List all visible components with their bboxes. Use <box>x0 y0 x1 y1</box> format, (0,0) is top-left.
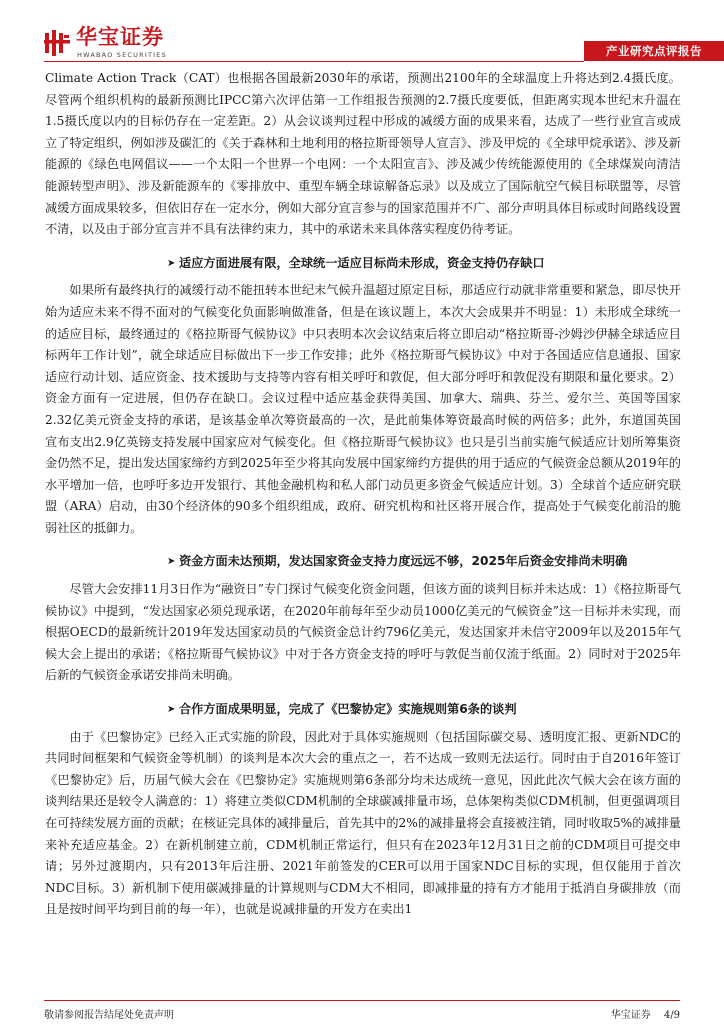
page-header <box>0 0 724 64</box>
brand-name-en: HWABAO SECURITIES <box>77 51 167 59</box>
section-heading-text: 适应方面进展有限，全球统一适应目标尚未形成，资金支持仍存缺口 <box>179 255 545 270</box>
bullet-arrow-icon: ➤ <box>167 704 176 716</box>
bullet-arrow-icon: ➤ <box>167 257 176 269</box>
paragraph-cooperation: 由于《巴黎协定》已经入正式实施的阶段，因此对于具体实施规则（包括国际碳交易、透明度汇报、更新NDC的共同时间框架和气候资金等机制）的谈判是本次大会的重点之一，若不达成一致则无法运行。同时由于自2016年签订《巴黎协定》后，历届气候大会在《巴黎协定》实施规则第6条部分均未达成统一意见，因此此次气候大会在该方面的谈判结果还是较令人满意的：1）将建立类似CDM机制的全球碳减排量市场，总体架构类似CDM机制，但更强调项目在可持续发展方面的贡献；在核证完具体的减排量后，首先其中的2%的减排量将会直接被注销，同时收取5%的减排量来补充适应基金。2）在新机制建立前，CDM机制正常运行，但只有在2023年12月31日之前的CDM项目可提交申请；另外过渡期内，只有2013年后注册、2021年前签发的CER可以用于国家NDC目标的实现，但仅能用于首次NDC目标。3）新机制下使用碳减排量的计算规则与CDM大不相同，即减排量的持有方才能用于抵消自身碳排放（而且是按时间平均到目前的每一年），也就是说减排量的开发方在卖出1 <box>45 729 681 917</box>
paragraph-mitigation-continued: Climate Action Track（CAT）也根据各国最新2030年的承诺，预测出2100年的全球温度上升将达到2.4摄氏度。尽管两个组织机构的最新预测比IPCC第六次评估第一工作组报告预测的2.7摄氏度要低，但距离实现本世纪末升温在1.5摄氏度以内的目标仍存在一定差距。2）从会议谈判过程中形成的减缓方面的成果来看，达成了一些行业宣言或成立了特定组织，例如涉及碳汇的《关于森林和土地利用的格拉斯哥领导人宣言》、涉及甲烷的《全球甲烷承诺》、涉及新能源的《绿色电网倡议——一个太阳一个世界一个电网：一个太阳宣言》、涉及减少传统能源使用的《全球煤炭向清洁能源转型声明》、涉及新能源车的《零排放中、重型车辆全球谅解备忘录》以及成立了国际航空气候目标联盟等，尽管减缓方面成果较多，但依旧存在一定水分，例如大部分宣言参与的国家范围并不广、部分声明具体目标或时间路线设置不清，以及由于部分宣言并不具有法律约束力，其中的承诺未来具体落实程度仍待考证。 <box>45 71 681 237</box>
section-heading-adaptation <box>45 253 681 275</box>
bullet-arrow-icon: ➤ <box>167 556 176 568</box>
footer-disclaimer: 敬请参阅报告结尾处免责声明 <box>44 1010 174 1021</box>
brand-name-cn: 华宝证券 <box>76 25 164 49</box>
footer-page-info <box>601 1006 680 1021</box>
section-heading-cooperation <box>45 699 681 721</box>
section-heading-finance <box>45 551 681 573</box>
paragraph-finance: 尽管大会安排11月3日作为“融资日”专门探讨气候变化资金问题，但该方面的谈判目标并未达成：1）《格拉斯哥气候协议》中提到，“发达国家必须兑现承诺，在2020年前每年至少动员1000亿美元的气候资金”这一目标并未实现，而根据OECD的最新统计2019年发达国家动员的气候资金总计约796亿美元，发达国家并未信守2009年以及2015年气候大会上提出的承诺；《格拉斯哥气候协议》中对于各方资金支持的呼吁与敦促当前仅流于纸面。2）同时对于2025年后新的气候资金承诺安排尚未明确。 <box>45 582 681 683</box>
paragraph-adaptation: 如果所有最终执行的减缓行动不能扭转本世纪末气候升温超过原定目标，那适应行动就非常重要和紧急，即尽快开始为适应未来不得不面对的气候变化负面影响做准备，但是在该议题上，本次大会成果并不明显：1）未形成全球统一的适应目标，最终通过的《格拉斯哥气候协议》中只表明本次会议结束后将立即启动“格拉斯哥-沙姆沙伊赫全球适应目标两年工作计划”，就全球适应目标做出下一步工作安排；此外《格拉斯哥气候协议》中对于各国适应信息通报、国家适应行动计划、适应资金、技术援助与支持等内容有相关呼吁和敦促，但大部分呼吁和敦促没有期限和量化要求。2）资金方面有一定进展，但仍存在缺口。会议过程中适应基金获得美国、加拿大、瑞典、芬兰、爱尔兰、英国等国家2.32亿美元资金支持的承诺，是该基金单次筹资最高的一次，是此前集体筹资最高时候的两倍多；此外，东道国英国宣布支出2.9亿英镑支持发展中国家应对气候变化。但《格拉斯哥气候协议》也只是引当前实施气候适应计划所筹集资金仍然不足，提出发达国家缔约方到2025年至少将其向发展中国家缔约方提供的用于适应的气候资金总额从2019年的水平增加一倍，也呼吁多边开发银行、其他金融机构和私人部门动员更多资金气候适应计划。3）全球首个适应研究联盟（ARA）启动，由30个经济体的90多个组织组成，政府、研究机构和社区将开展合作，提高处于气候变化前沿的脆弱社区的抵御力。 <box>45 283 681 535</box>
company-logo <box>44 24 204 64</box>
footer-company: 华宝证券 <box>610 1010 651 1021</box>
report-body <box>45 68 681 921</box>
report-type-badge: 产业研究点评报告 <box>584 41 724 61</box>
section-heading-text: 资金方面未达预期，发达国家资金支持力度远远不够，2025年后资金安排尚未明确 <box>179 554 628 569</box>
footer-divider <box>44 1000 680 1001</box>
page-number: 4/9 <box>663 1010 680 1021</box>
header-divider <box>44 61 584 62</box>
section-heading-text: 合作方面成果明显，完成了《巴黎协定》实施规则第6条的谈判 <box>179 702 517 717</box>
hwabao-logo-icon <box>44 30 70 56</box>
